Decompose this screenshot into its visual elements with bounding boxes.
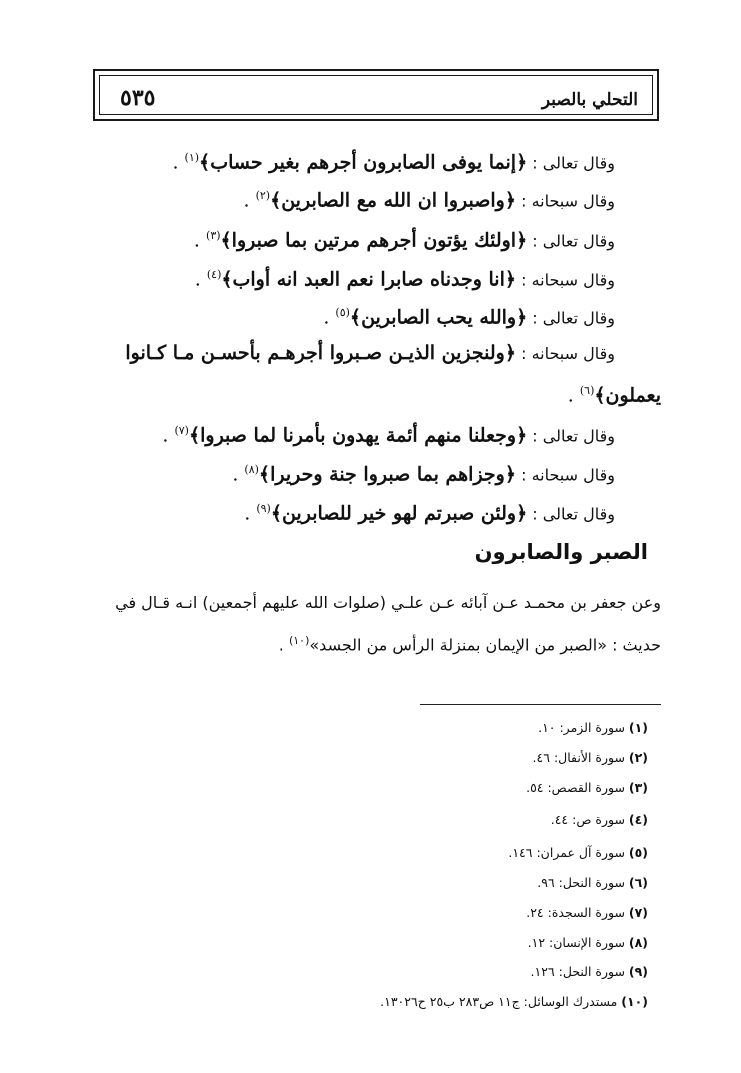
verse-line xyxy=(232,455,615,490)
verse-close-bracket: ﴾ xyxy=(220,229,232,252)
footnote-ref: (٥) xyxy=(335,306,350,319)
footnote-number: (١) xyxy=(628,720,648,735)
footnote-number: (٣) xyxy=(628,780,648,795)
footnote-item xyxy=(533,750,648,765)
footnote-number: (٦) xyxy=(628,875,648,890)
verse-open-bracket: ﴿ xyxy=(516,424,528,447)
footnote-text: سورة الزمر: ١٠. xyxy=(538,720,629,735)
verse-end: . xyxy=(162,424,175,447)
verse-open-bracket: ﴿ xyxy=(516,306,528,329)
footnote-ref: (١٠) xyxy=(288,634,310,647)
footnote-number: (٧) xyxy=(628,905,648,920)
verse-line xyxy=(244,494,615,529)
hadith-line-1: وعن جعفر بن محمـد عـن آبائه عـن علـي (صلوات الله عليهم أجمعين) انـه قـال في xyxy=(115,593,661,612)
footnote-number: (٩) xyxy=(628,964,648,979)
footnote-text: سورة الإنسان: ١٢. xyxy=(527,935,629,950)
footnote-separator xyxy=(420,704,661,705)
verse-close-bracket: ﴾ xyxy=(270,502,282,525)
footnote-item xyxy=(380,994,648,1009)
page-number: ٥٣٥ xyxy=(120,85,156,111)
verse-text: انا وجدناه صابرا نعم العبد انه أواب xyxy=(232,268,505,291)
footnote-ref: (٧) xyxy=(174,424,189,437)
verse-close-bracket: ﴾ xyxy=(349,306,362,329)
verse-text: واصبروا ان الله مع الصابرين xyxy=(281,189,505,212)
verse-text: ولنجزين الذيـن صـبروا أجرهـم بأحسـن مـا كـانوا xyxy=(125,342,505,364)
verse-end: . xyxy=(567,384,580,407)
verse-close-bracket: ﴾ xyxy=(221,268,233,291)
verse-line xyxy=(195,260,615,295)
footnote-ref: (٦) xyxy=(579,384,595,397)
verse-end: . xyxy=(323,306,336,329)
verse-intro: وقال سبحانه : xyxy=(516,270,615,290)
footnote-text: سورة الأنفال: ٤٦. xyxy=(532,750,629,765)
hadith-line-2 xyxy=(279,626,661,660)
verse-end: . xyxy=(232,463,245,486)
verse-intro: وقال تعالى : xyxy=(527,504,615,524)
page-header-inner-frame xyxy=(99,75,653,115)
footnote-ref: (٨) xyxy=(244,463,259,476)
page-header-frame xyxy=(93,69,659,121)
verse-text: وجزاهم بما صبروا جنة وحريرا xyxy=(270,463,505,486)
verse-open-bracket: ﴿ xyxy=(504,342,516,364)
verse-close-bracket: ﴾ xyxy=(199,151,211,174)
verse-line xyxy=(194,221,615,256)
verse-intro: وقال سبحانه : xyxy=(516,344,615,363)
verse-close-bracket: ﴾ xyxy=(258,463,271,486)
verse-intro: وقال سبحانه : xyxy=(516,191,615,211)
running-title: التحلي بالصبر xyxy=(541,90,638,110)
footnote-text: سورة آل عمران: ١٤٦. xyxy=(508,845,629,860)
footnote-item xyxy=(508,845,648,860)
footnote-text: سورة القصص: ٥٤. xyxy=(526,780,629,795)
verse-close-bracket: ﴾ xyxy=(594,384,606,407)
verse-text: يعملون xyxy=(605,384,661,407)
verse-open-bracket: ﴿ xyxy=(504,463,516,486)
verse-text: والله يحب الصابرين xyxy=(361,306,517,329)
footnote-item xyxy=(528,935,648,950)
footnote-number: (٢) xyxy=(628,750,648,765)
footnote-ref: (٣) xyxy=(206,229,221,242)
verse-text: إنما يوفى الصابرون أجرهم بغير حساب xyxy=(210,151,517,174)
footnote-number: (٥) xyxy=(628,845,648,860)
footnote-item xyxy=(526,780,648,795)
verse-intro: وقال تعالى : xyxy=(527,153,615,173)
verse-open-bracket: ﴿ xyxy=(504,268,516,291)
verse-line-continuation xyxy=(568,376,661,410)
section-heading: الصبر والصابرون xyxy=(474,540,648,564)
footnote-ref: (٤) xyxy=(206,268,222,281)
footnote-ref: (٩) xyxy=(256,502,271,515)
verse-open-bracket: ﴿ xyxy=(516,502,528,525)
footnote-text: سورة النحل: ١٢٦. xyxy=(530,964,629,979)
verse-close-bracket: ﴾ xyxy=(270,189,282,212)
hadith-text: حديث : «الصبر من الإيمان بمنزلة الرأس من الجسد» xyxy=(309,635,661,655)
footnote-text: سورة ص: ٤٤. xyxy=(550,812,629,827)
verse-line xyxy=(125,338,615,369)
footnote-number: (٤) xyxy=(628,812,648,827)
footnote-item xyxy=(531,964,648,979)
verse-end: . xyxy=(172,151,185,174)
verse-text: ولئن صبرتم لهو خير للصابرين xyxy=(281,502,517,525)
verse-line xyxy=(162,416,615,451)
verse-open-bracket: ﴿ xyxy=(516,151,528,174)
verse-intro: وقال تعالى : xyxy=(527,308,615,328)
verse-text: اولئك يؤتون أجرهم مرتين بما صبروا xyxy=(231,229,517,252)
verse-line xyxy=(323,298,615,333)
footnote-text: مستدرك الوسائل: ج١١ ص٢٨٣ ب٢٥ ح١٣٠٢٦. xyxy=(380,994,622,1009)
verse-line xyxy=(243,181,615,216)
footnote-number: (٨) xyxy=(628,935,648,950)
footnote-item xyxy=(551,812,648,827)
footnote-item xyxy=(538,720,648,735)
footnote-item xyxy=(526,905,648,920)
footnote-text: سورة السجدة: ٢٤. xyxy=(526,905,629,920)
verse-intro: وقال تعالى : xyxy=(527,231,615,251)
verse-intro: وقال تعالى : xyxy=(527,426,615,446)
verse-end: . xyxy=(243,189,256,212)
footnote-number: (١٠) xyxy=(621,994,648,1009)
footnote-ref: (١) xyxy=(184,151,200,164)
verse-line xyxy=(172,143,615,178)
verse-end: . xyxy=(194,268,207,291)
verse-end: . xyxy=(193,229,207,252)
verse-intro: وقال سبحانه : xyxy=(516,465,615,485)
verse-text: وجعلنا منهم أئمة يهدون بأمرنا لما صبروا xyxy=(200,424,517,447)
verse-open-bracket: ﴿ xyxy=(504,189,516,212)
verse-close-bracket: ﴾ xyxy=(188,424,201,447)
hadith-end: . xyxy=(278,635,289,655)
footnote-ref: (٢) xyxy=(255,189,271,202)
footnote-item xyxy=(537,875,648,890)
verse-end: . xyxy=(244,502,257,525)
footnote-text: سورة النحل: ٩٦. xyxy=(537,875,629,890)
verse-open-bracket: ﴿ xyxy=(516,229,528,252)
